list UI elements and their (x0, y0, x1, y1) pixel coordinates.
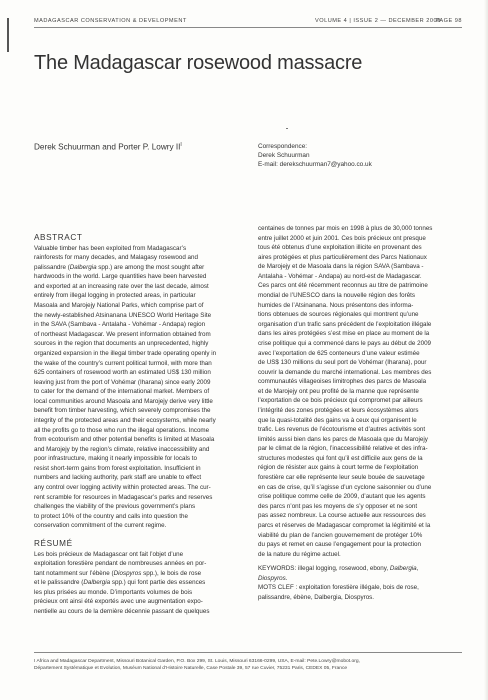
resume-line: l’intégrité des zones protégées et leurs écosystèmes alors (258, 406, 419, 414)
resume-line: forestière car elle représente leur seule bouée de sauvetage (258, 474, 425, 482)
resume-line: dans les aires protégées s’est mise en place au moment de la (258, 330, 430, 338)
resume-line: entre juillet 2000 et juin 2001. Ces bois précieux ont presque (258, 234, 426, 242)
abstract-line: sources in the region that documents an unprecedented, highly (34, 340, 209, 348)
abstract-line: organized expansion in the illegal timber trade operating openly in (34, 349, 217, 357)
resume-line: des parcs n’ont pas les moyens de s’y opposer et ne sont (258, 502, 418, 510)
abstract-line: any control over logging activity within protected areas. The cur- (34, 484, 211, 492)
abstract-line: benefit from timber harvesting, which severely compromises the (34, 407, 211, 415)
resume-line: du pays et remet en cause l’engagement pour la protection (258, 541, 421, 549)
abstract-line: entirely from illegal logging in protected areas, in particular (34, 292, 196, 300)
page-number: PAGE 98 (435, 18, 462, 24)
abstract-heading: ABSTRACT (34, 233, 83, 242)
resume-line: viabilité du plan de l’ancien gouvernement de protéger 10% (258, 531, 423, 539)
footnote-line: Département Systématique et Evolution, Muséum National d’Histoire Naturelle, Case Postale 39, 57 rue Cuvier, 75231 Paris, CEDEX 05, France (34, 666, 348, 672)
journal-name: MADAGASCAR CONSERVATION & DEVELOPMENT (34, 18, 187, 24)
resume-line: limités aussi bien dans les parcs de Masoala que du Marojejy (258, 435, 428, 443)
resume-line: trafic. Les revenus de l’écotourisme et d’autres activités sont (258, 426, 426, 434)
italic-taxon: Dalbergia (83, 579, 111, 587)
abstract-line: hardwoods in the world. Large quantities have been harvested (34, 273, 207, 281)
correspondence-name: Derek Schuurman (258, 152, 310, 160)
speck (286, 128, 288, 129)
abstract-line: Valuable timber has been exploited from Madagascar’s (34, 244, 187, 252)
page-edge-shadow (484, 0, 488, 700)
resume-line: communautés villageoises limitrophes des parcs de Masoala (258, 378, 427, 386)
abstract-line: poor infrastructure, making it nearly impossible for locals to (34, 455, 197, 463)
resume-line: centaines de tonnes par mois en 1998 à plus de 30,000 tonnes (258, 225, 433, 232)
author-names: Derek Schuurman and Porter P. Lowry II (34, 142, 181, 152)
resume-body (34, 550, 242, 617)
left-column (34, 233, 242, 617)
abstract-line: local communities around Masoala and Marojejy derive very little (34, 397, 213, 405)
abstract-line: all the profits go to those who run the illegal operations. Income (34, 426, 210, 434)
abstract-line: of northeast Madagascar. We present information obtained from (34, 330, 211, 338)
correspondence-block (258, 142, 372, 170)
resume-line: que la quasi-totalité des gains va à ceux qui organisent le (258, 416, 417, 424)
author-line (34, 142, 182, 152)
abstract-line: Masoala and Marojejy National Parks, which comprise part of (34, 302, 204, 310)
italic-taxon: Diospyros (113, 569, 142, 577)
resume-line: les plus prisées au monde. D’importants volumes de bois (34, 588, 193, 596)
abstract-line: numbers and lacking authority, park staff are unable to effect (34, 474, 202, 482)
italic-taxon: Dalbergia (389, 565, 417, 573)
article-title: The Madagascar rosewood massacre (34, 52, 363, 74)
resume-line: tant notamment sur l’ébène (Diospyros spp.), le bois de rose (34, 569, 202, 577)
resume-line: structures modestes qui font qu’il est difficile aux gens de la (258, 454, 423, 462)
abstract-line: and Marojejy by the region’s climate, relative inaccessibility and (34, 445, 210, 453)
resume-line: humides de l’Atsinanana. Nous présentons des informa- (258, 301, 414, 309)
keyword-line: Diospyros. (258, 574, 288, 582)
correspondence-label: Correspondence: (258, 143, 308, 150)
resume-line: l’exportation de ce bois précieux qui compromet par ailleurs (258, 397, 423, 405)
abstract-line: to protect 10% of the country and calls into question the (34, 512, 188, 520)
resume-line: crise politique comme celle de 2009, d’autant que les agents (258, 493, 426, 501)
footnote-line: I Africa and Madagascar Department, Missouri Botanical Garden, P.O. Box 299, St. Louis, Missouri 63166-0299, USA, E-mail: Pete.Lowry@mobot.org, (34, 659, 360, 664)
abstract-line: rent scramble for resources in Madagascar’s parks and reserves (34, 493, 213, 501)
resume-line: Ces parcs ont été récemment reconnus au titre de patrimoine (258, 282, 428, 290)
keywords-block (258, 564, 462, 602)
resume-line: Les bois précieux de Madagascar ont fait l’objet d’une (34, 550, 184, 558)
resume-line: de US$ 130 millions du seul port de Vohémar (Iharana), pour (258, 359, 427, 367)
header-rule (34, 27, 462, 28)
resume-line: tous été obtenus d’une exploitation illicite en provenant des (258, 244, 422, 252)
abstract-body (34, 244, 242, 531)
resume-line: et de Marojejy ont peu profité de la manne que représente (258, 387, 419, 395)
keyword-line: MOTS CLEF : exploitation forestière illégale, bois de rose, (258, 584, 419, 592)
abstract-line: to cater for the demand of the international market. Members of (34, 388, 210, 396)
resume-line: crise politique qui a commencé dans le pays au début de 2009 (258, 339, 432, 347)
resume-line: précieux ont ainsi été exportés avec une augmentation expo- (34, 598, 203, 606)
keyword-line: KEYWORDS: illegal logging, rosewood, ebony, Dalbergia, (258, 565, 419, 573)
abstract-line: conservation commitment of the current regime. (34, 522, 167, 530)
resume-line: région de résister aux gains à court terme de l’exploitation (258, 464, 419, 472)
scan-edge-mark (7, 18, 9, 52)
correspondence-email[interactable]: E-mail: derekschuurman7@yahoo.co.uk (258, 161, 372, 169)
footnote-rule (34, 652, 462, 653)
resume-line: nentielle au cours de la dernière décennie passant de quelques (34, 607, 210, 615)
resume-line: couvrir la demande du marché international. Les membres des (258, 368, 432, 376)
italic-taxon: Dalbergia (69, 263, 97, 271)
abstract-line: the newly-established Atsinanana UNESCO World Heritage Site (34, 311, 212, 319)
abstract-line: from ecotourism and other potential benefits is limited at Masoala (34, 436, 215, 444)
resume-body-continued (258, 224, 462, 559)
resume-line: Antalaha - Vohémar - Andapa) au nord-est de Madagascar. (258, 272, 422, 280)
resume-line: mondial de l’UNESCO dans la nouvelle région des forêts (258, 292, 416, 300)
right-column (258, 224, 462, 603)
author-affiliation-marker: I (180, 142, 182, 148)
resume-line: de Marojejy et de Masoala dans la région SAVA (Sambava - (258, 263, 424, 271)
abstract-line: challenges the viability of the previous government’s plans (34, 503, 196, 511)
resume-line: avec l’exportation de 625 conteneurs d’une valeur estimée (258, 349, 420, 357)
resume-line: exploitation forestière pendant de nombreuses années en por- (34, 560, 207, 568)
resume-line: et le palissandre (Dalbergia spp.) qui font partie des essences (34, 579, 206, 587)
resume-heading: RÉSUMÉ (34, 538, 73, 548)
italic-taxon: Diospyros (258, 574, 286, 582)
resume-line: parcs et réserves de Madagascar compromet la légitimité et la (258, 521, 431, 529)
resume-line: par le climat de la région, l’inaccessibilité relative et des infra- (258, 445, 428, 453)
footnote (34, 658, 360, 672)
resume-line: tions obtenues de sources régionales qui montrent qu’une (258, 311, 419, 319)
resume-line: en cas de crise, qu’il s’agisse d’un cyclone saisonnier ou d’une (258, 483, 432, 491)
abstract-line: palissandre (Dalbergia spp.) are among the most sought after (34, 263, 205, 271)
abstract-line: the wake of the country’s current political turmoil, with more than (34, 359, 212, 367)
abstract-line: leaving just from the port of Vohémar (Iharana) since early 2009 (34, 378, 211, 386)
abstract-line: and exported at an increasing rate over the last decade, almost (34, 282, 209, 290)
abstract-line: 625 containers of rosewood worth an estimated US$ 130 million (34, 369, 211, 377)
abstract-line: in the SAVA (Sambava - Antalaha - Vohémar - Andapa) region (34, 321, 206, 329)
resume-line: de la nature du régime actuel. (258, 550, 341, 558)
abstract-line: integrity of the protected areas and their ecosystems, while nearly (34, 416, 216, 424)
keyword-line: palissandre, ébène, Dalbergia, Diospyros. (258, 593, 375, 601)
issue-info: VOLUME 4 | ISSUE 2 — DECEMBER 2009 (315, 18, 441, 24)
abstract-line: rainforests for many decades, and Malagasy rosewood and (34, 254, 198, 262)
resume-line: organisation d’un trafic sans précédent de l’exploitation illégale (258, 320, 432, 328)
resume-line: pas assez nombreux. La course actuelle aux ressources des (258, 512, 426, 520)
abstract-line: resist short-term gains from forest exploitation. Insufficient in (34, 464, 201, 472)
resume-line: aires protégées et plus particulièrement des Parcs Nationaux (258, 253, 427, 261)
